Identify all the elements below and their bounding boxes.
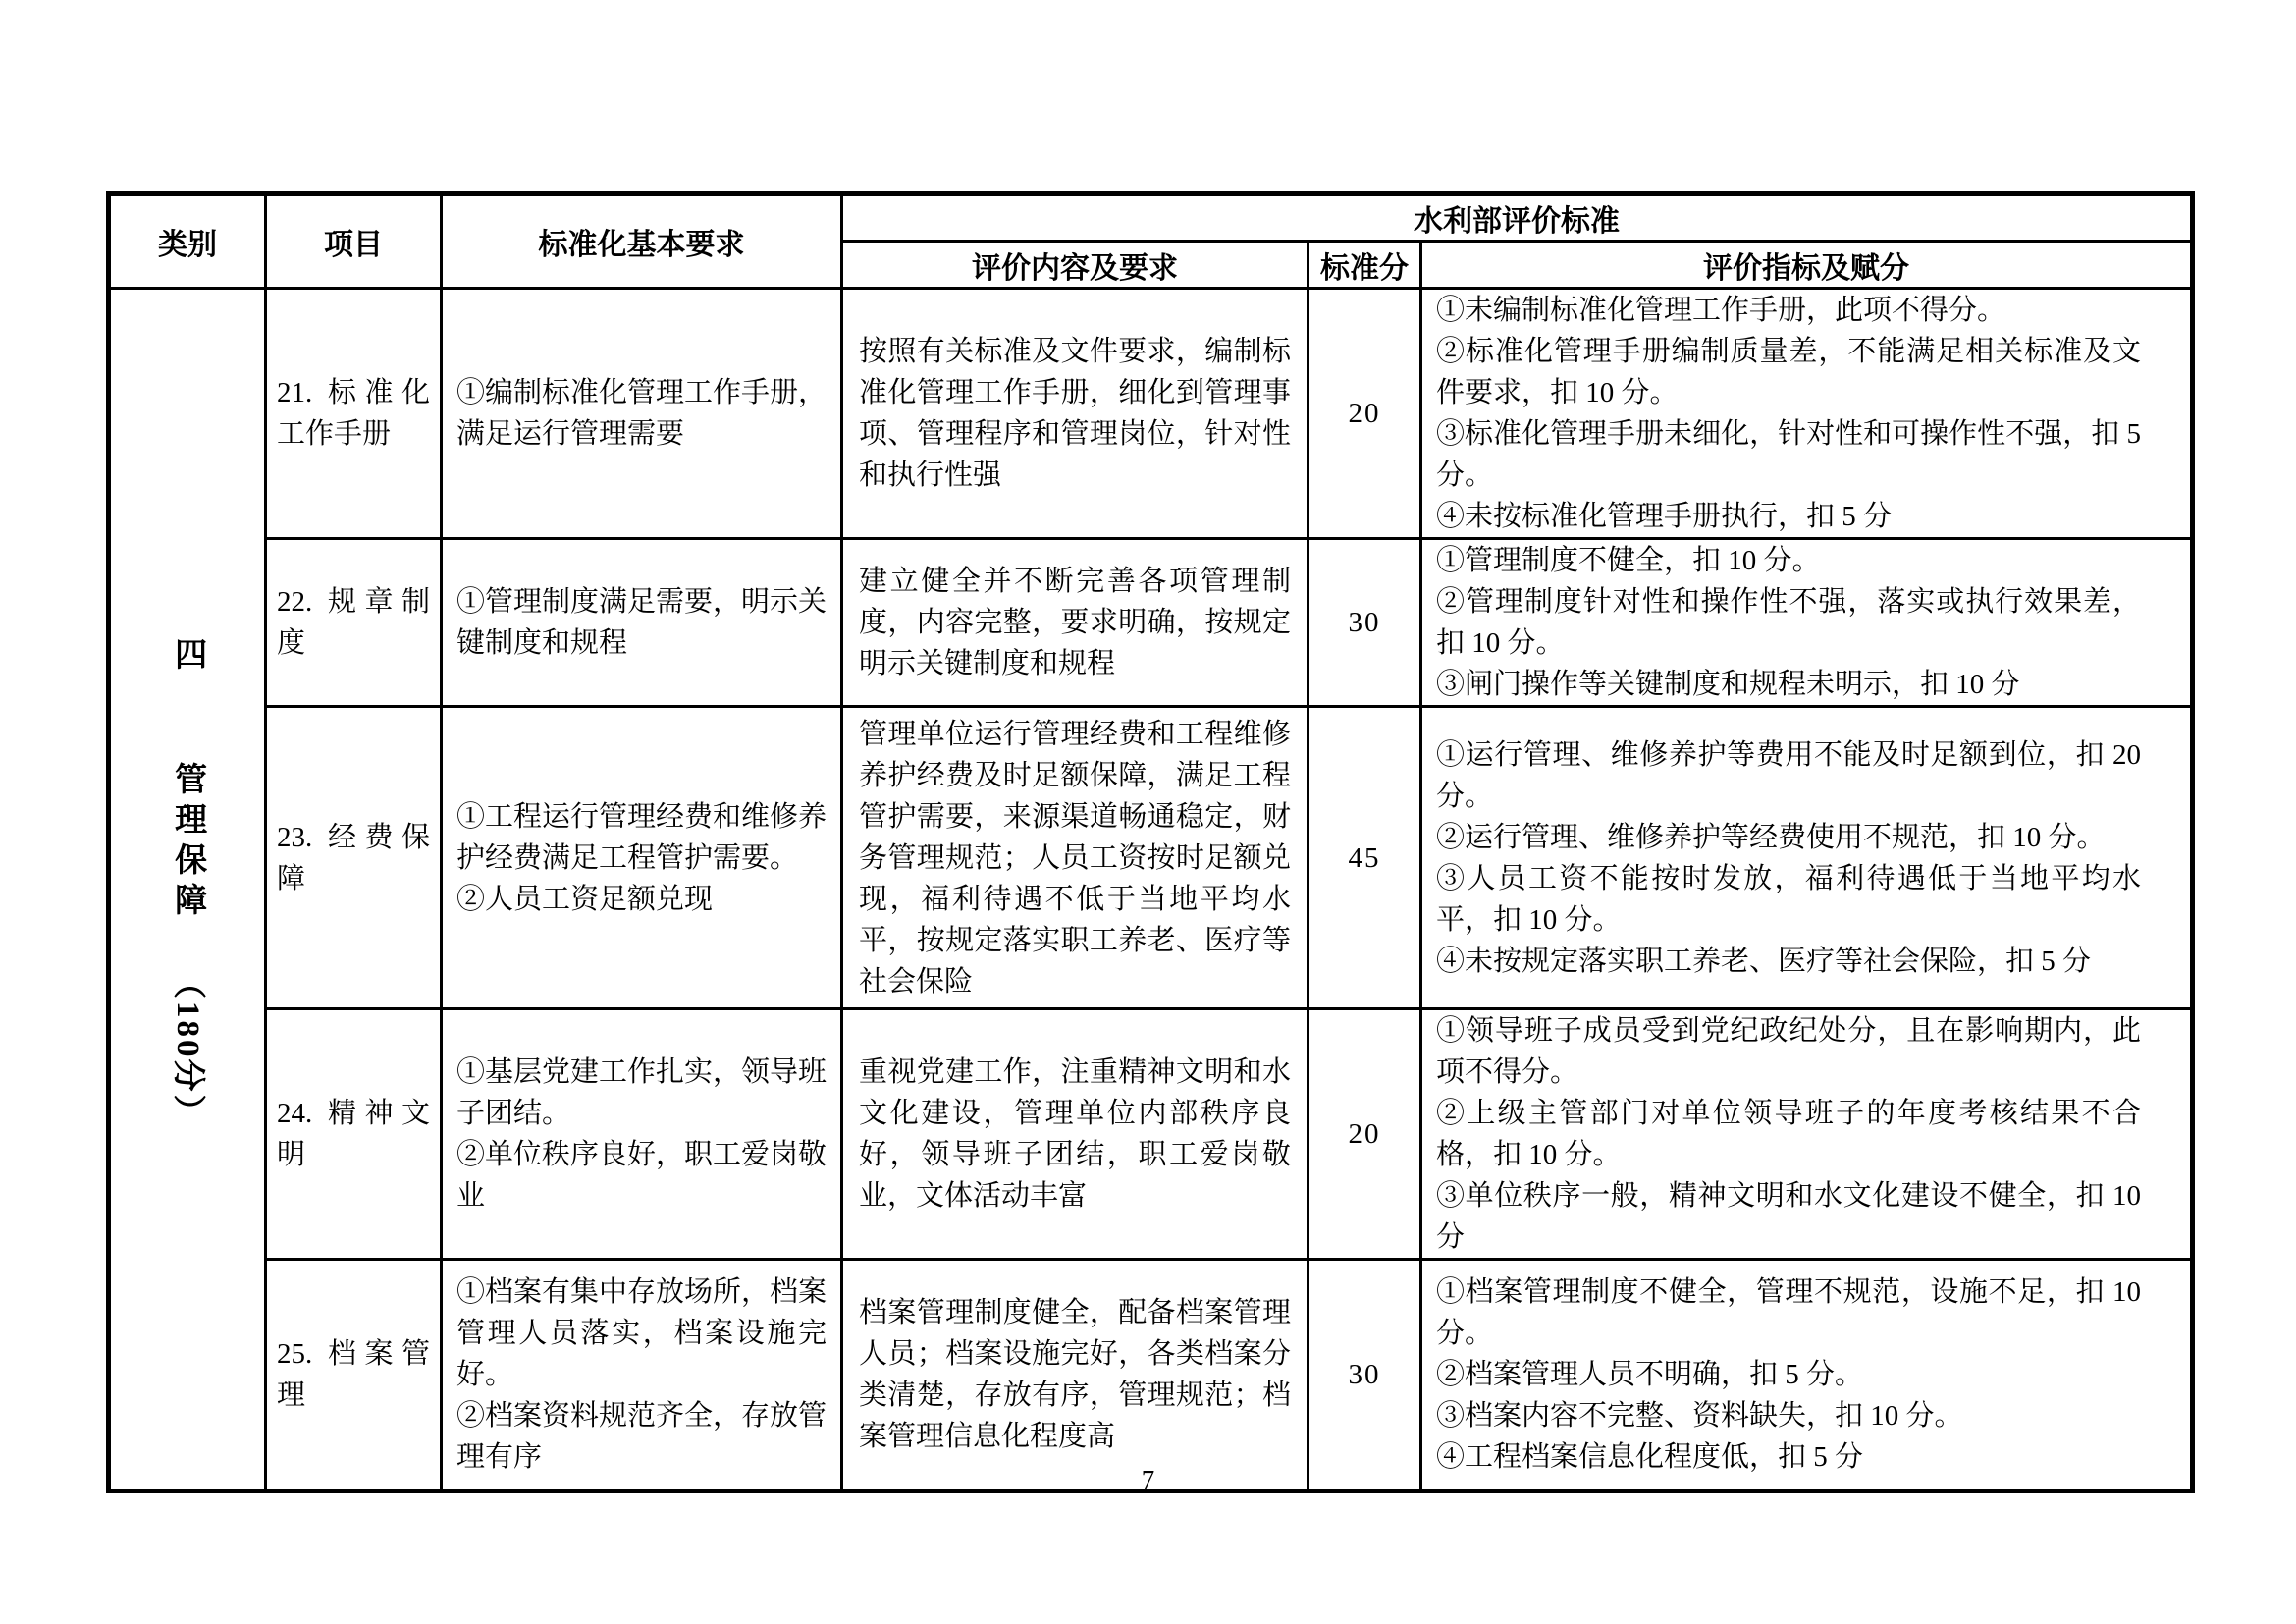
requirement-cell: [442, 707, 842, 1009]
table-row-25: [109, 1260, 2193, 1491]
indicator-item: ④未按标准化管理手册执行，扣 5 分: [1436, 501, 1893, 532]
col-header-basic-requirements: 标准化基本要求: [442, 194, 842, 289]
indicator-item: ④工程档案信息化程度低，扣 5 分: [1436, 1441, 1864, 1473]
header-row-1: [109, 194, 2193, 242]
score-cell: 30: [1308, 1260, 1421, 1491]
indicator-item: ②上级主管部门对单位领导班子的年度考核结果不合格，扣 10 分。: [1436, 1098, 2141, 1170]
content-cell: 按照有关标准及文件要求，编制标准化管理工作手册，细化到管理事项、管理程序和管理岗位，针对性和执行性强: [842, 289, 1308, 539]
score-cell: 45: [1308, 707, 1421, 1009]
indicator-item: ③档案内容不完整、资料缺失，扣 10 分。: [1436, 1400, 1963, 1432]
content-cell: 档案管理制度健全，配备档案管理人员；档案设施完好，各类档案分类清楚，存放有序，管理规范；档案管理信息化程度高: [842, 1260, 1308, 1491]
content-cell: 建立健全并不断完善各项管理制度，内容完整，要求明确，按规定明示关键制度和规程: [842, 539, 1308, 707]
score-cell: 30: [1308, 539, 1421, 707]
requirement-item: ①工程运行管理经费和维修养护经费满足工程管护需要。: [456, 800, 828, 874]
col-header-score: 标准分: [1308, 242, 1421, 289]
indicator-item: ①档案管理制度不健全，管理不规范，设施不足，扣 10 分。: [1436, 1276, 2141, 1349]
score-cell: 20: [1308, 289, 1421, 539]
requirement-item: ①编制标准化管理工作手册，满足运行管理需要: [456, 377, 828, 450]
table-row-22: [109, 539, 2193, 707]
content-cell: 重视党建工作，注重精神文明和水文化建设，管理单位内部秩序良好，领导班子团结，职工爱岗敬业，文体活动丰富: [842, 1009, 1308, 1260]
project-cell: 21. 标准化工作手册: [266, 289, 442, 539]
score-cell: 20: [1308, 1009, 1421, 1260]
indicator-item: ③单位秩序一般，精神文明和水文化建设不健全，扣 10 分: [1436, 1180, 2141, 1253]
col-header-ministry-standard: 水利部评价标准: [842, 194, 2193, 242]
indicators-cell: [1421, 1009, 2193, 1260]
indicator-item: ②管理制度针对性和操作性不强，落实或执行效果差，扣 10 分。: [1436, 586, 2141, 659]
indicator-item: ③闸门操作等关键制度和规程未明示，扣 10 分: [1436, 669, 2020, 700]
indicator-item: ②标准化管理手册编制质量差，不能满足相关标准及文件要求，扣 10 分。: [1436, 336, 2141, 408]
indicator-item: ③标准化管理手册未细化，针对性和可操作性不强，扣 5 分。: [1436, 418, 2141, 491]
indicator-item: ④未按规定落实职工养老、医疗等社会保险，扣 5 分: [1436, 945, 2092, 977]
indicators-cell: [1421, 1260, 2193, 1491]
table-row-23: [109, 707, 2193, 1009]
requirement-cell: [442, 1009, 842, 1260]
content-cell: 管理单位运行管理经费和工程维修养护经费及时足额保障，满足工程管护需要，来源渠道畅通稳定，财务管理规范；人员工资按时足额兑现，福利待遇不低于当地平均水平，按规定落实职工养老、医疗等社会保险: [842, 707, 1308, 1009]
category-vertical-text: [170, 637, 205, 1130]
indicators-cell: [1421, 539, 2193, 707]
indicator-item: ①领导班子成员受到党纪政纪处分，且在影响期内，此项不得分。: [1436, 1015, 2141, 1088]
indicators-cell: [1421, 707, 2193, 1009]
indicator-item: ①运行管理、维修养护等费用不能及时足额到位，扣 20 分。: [1436, 738, 2141, 812]
col-header-category: 类别: [109, 194, 266, 289]
category-score: （180分）: [170, 965, 206, 1130]
indicator-item: ①管理制度不健全，扣 10 分。: [1436, 545, 1821, 576]
indicator-item: ③人员工资不能按时发放，福利待遇低于当地平均水平，扣 10 分。: [1436, 862, 2141, 936]
col-header-content: 评价内容及要求: [842, 242, 1308, 289]
col-header-indicators: 评价指标及赋分: [1421, 242, 2193, 289]
category-cell: [109, 289, 266, 1491]
project-cell: 22. 规章制度: [266, 539, 442, 707]
requirement-item: ①管理制度满足需要，明示关键制度和规程: [456, 586, 828, 659]
category-number: 四: [170, 636, 206, 677]
indicator-item: ②档案管理人员不明确，扣 5 分。: [1436, 1359, 1864, 1390]
category-name: 管理保障: [170, 761, 206, 923]
project-cell: 25. 档案管理: [266, 1260, 442, 1491]
project-cell: 24. 精神文明: [266, 1009, 442, 1260]
requirement-item: ①基层党建工作扎实，领导班子团结。: [456, 1056, 828, 1129]
page-number: 7: [1141, 1465, 1155, 1494]
requirement-item: ②人员工资足额兑现: [456, 883, 714, 915]
requirement-item: ②档案资料规范齐全，存放管理有序: [456, 1400, 828, 1473]
table-row-21: [109, 289, 2193, 539]
col-header-project: 项目: [266, 194, 442, 289]
table-row-24: [109, 1009, 2193, 1260]
requirement-item: ②单位秩序良好，职工爱岗敬业: [456, 1139, 828, 1212]
indicator-item: ①未编制标准化管理工作手册，此项不得分。: [1436, 295, 2006, 326]
requirement-item: ①档案有集中存放场所，档案管理人员落实，档案设施完好。: [456, 1276, 828, 1390]
indicators-cell: [1421, 289, 2193, 539]
requirement-cell: [442, 539, 842, 707]
project-cell: 23. 经费保障: [266, 707, 442, 1009]
indicator-item: ②运行管理、维修养护等经费使用不规范，扣 10 分。: [1436, 821, 2106, 853]
requirement-cell: [442, 289, 842, 539]
evaluation-table: [106, 191, 2195, 1493]
requirement-cell: [442, 1260, 842, 1491]
